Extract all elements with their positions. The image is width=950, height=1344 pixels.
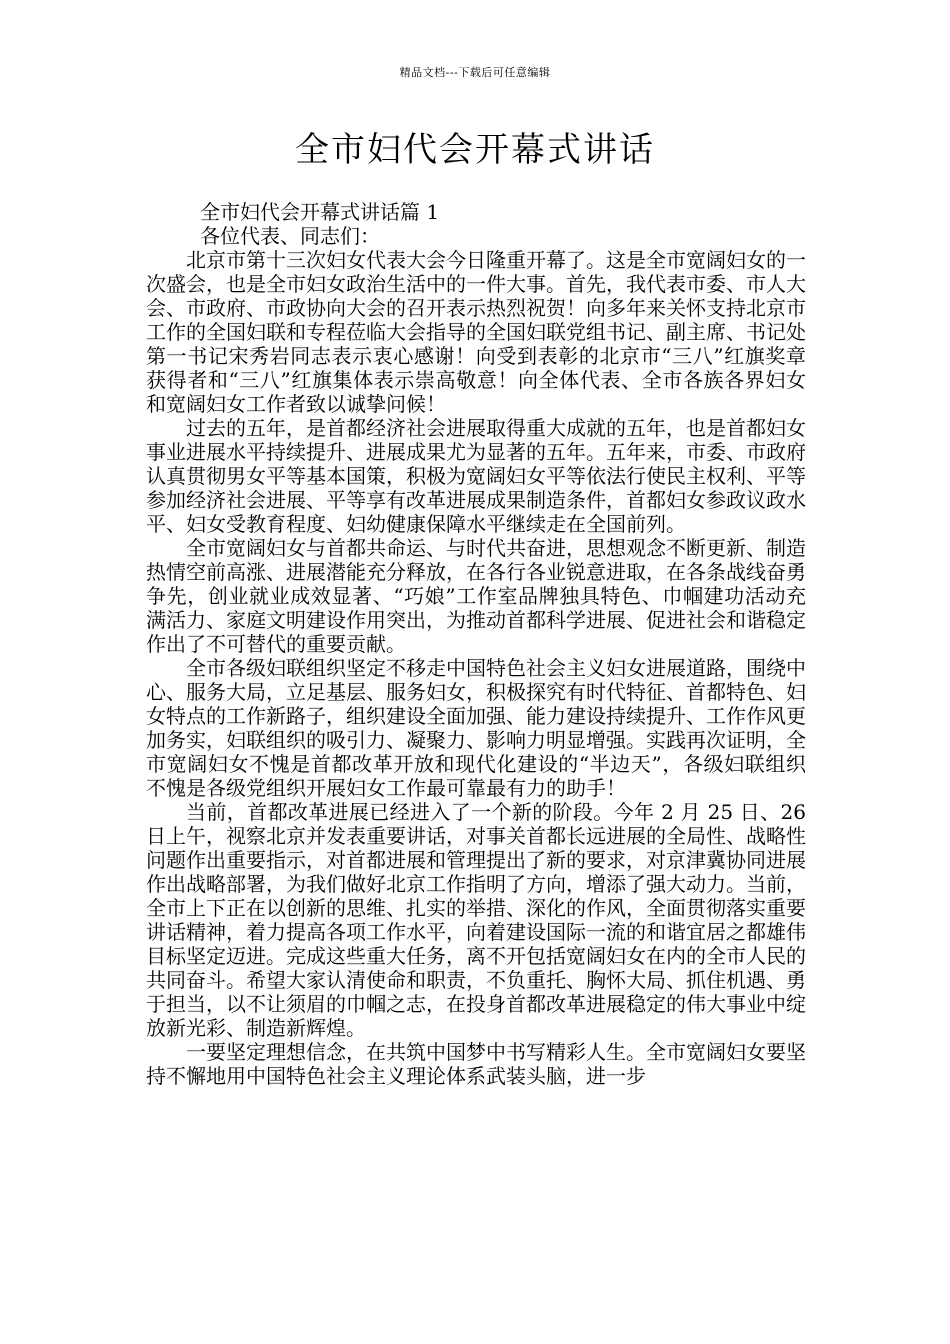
paragraph-6: 一要坚定理想信念，在共筑中国梦中书写精彩人生。全市宽阔妇女要坚持不懈地用中国特色社会主义理论体系武装头脑，进一步: [146, 1040, 806, 1088]
paragraph-5: 当前，首都改革进展已经进入了一个新的阶段。今年 2 月 25 日、26 日上午，视察北京并发表重要讲话，对事关首都长远进展的全局性、战略性问题作出重要指示，对首都进展和管理提出了新的要求，对京津冀协同进展作出战略部署，为我们做好北京工作指明了方向，增添了强大动力。当前，全市上下正在以创新的思维、扎实的举措、深化的作风，全面贯彻落实重要讲话精神，着力提高各项工作水平，向着建设国际一流的和谐宜居之都雄伟目标坚定迈进。完成这些重大任务，离不开包括宽阔妇女在内的全市人民的共同奋斗。希望大家认清使命和职责，不负重托、胸怀大局、抓住机遇、勇于担当，以不让须眉的巾帼之志，在投身首都改革进展稳定的伟大事业中绽放新光彩、制造新辉煌。: [146, 800, 806, 1040]
paragraph-2: 过去的五年，是首都经济社会进展取得重大成就的五年，也是首都妇女事业进展水平持续提升、进展成果尤为显著的五年。五年来，市委、市政府认真贯彻男女平等基本国策，积极为宽阔妇女平等依法行使民主权利、平等参加经济社会进展、平等享有改革进展成果制造条件，首都妇女参政议政水平、妇女受教育程度、妇幼健康保障水平继续走在全国前列。: [146, 416, 806, 536]
paragraph-1: 北京市第十三次妇女代表大会今日隆重开幕了。这是全市宽阔妇女的一次盛会，也是全市妇女政治生活中的一件大事。首先，我代表市委、市人大会、市政府、市政协向大会的召开表示热烈祝贺！向多年来关怀支持北京市工作的全国妇联和专程莅临大会指导的全国妇联党组书记、副主席、书记处第一书记宋秀岩同志表示衷心感谢！向受到表彰的北京市“三八”红旗奖章获得者和“三八”红旗集体表示崇高敬意！向全体代表、全市各族各界妇女和宽阔妇女工作者致以诚挚问候！: [146, 248, 806, 416]
page-header: 精品文档---下载后可任意编辑: [399, 66, 551, 79]
document-body: [146, 200, 806, 1088]
document-title: 全市妇代会开幕式讲话: [295, 130, 655, 170]
document-subtitle: 全市妇代会开幕式讲话篇 1: [200, 200, 440, 224]
paragraph-3: 全市宽阔妇女与首都共命运、与时代共奋进，思想观念不断更新、制造热情空前高涨、进展潜能充分释放，在各行各业锐意进取，在各条战线奋勇争先，创业就业成效显著、“巧娘”工作室品牌独具特色、巾帼建功活动充满活力、家庭文明建设作用突出，为推动首都科学进展、促进社会和谐稳定作出了不可替代的重要贡献。: [146, 536, 806, 656]
salutation: 各位代表、同志们：: [200, 224, 380, 248]
paragraph-4: 全市各级妇联组织坚定不移走中国特色社会主义妇女进展道路，围绕中心、服务大局，立足基层、服务妇女，积极探究有时代特征、首都特色、妇女特点的工作新路子，组织建设全面加强、能力建设持续提升、工作作风更加务实，妇联组织的吸引力、凝聚力、影响力明显增强。实践再次证明，全市宽阔妇女不愧是首都改革开放和现代化建设的“半边天”，各级妇联组织不愧是各级党组织开展妇女工作最可靠最有力的助手！: [146, 656, 806, 800]
